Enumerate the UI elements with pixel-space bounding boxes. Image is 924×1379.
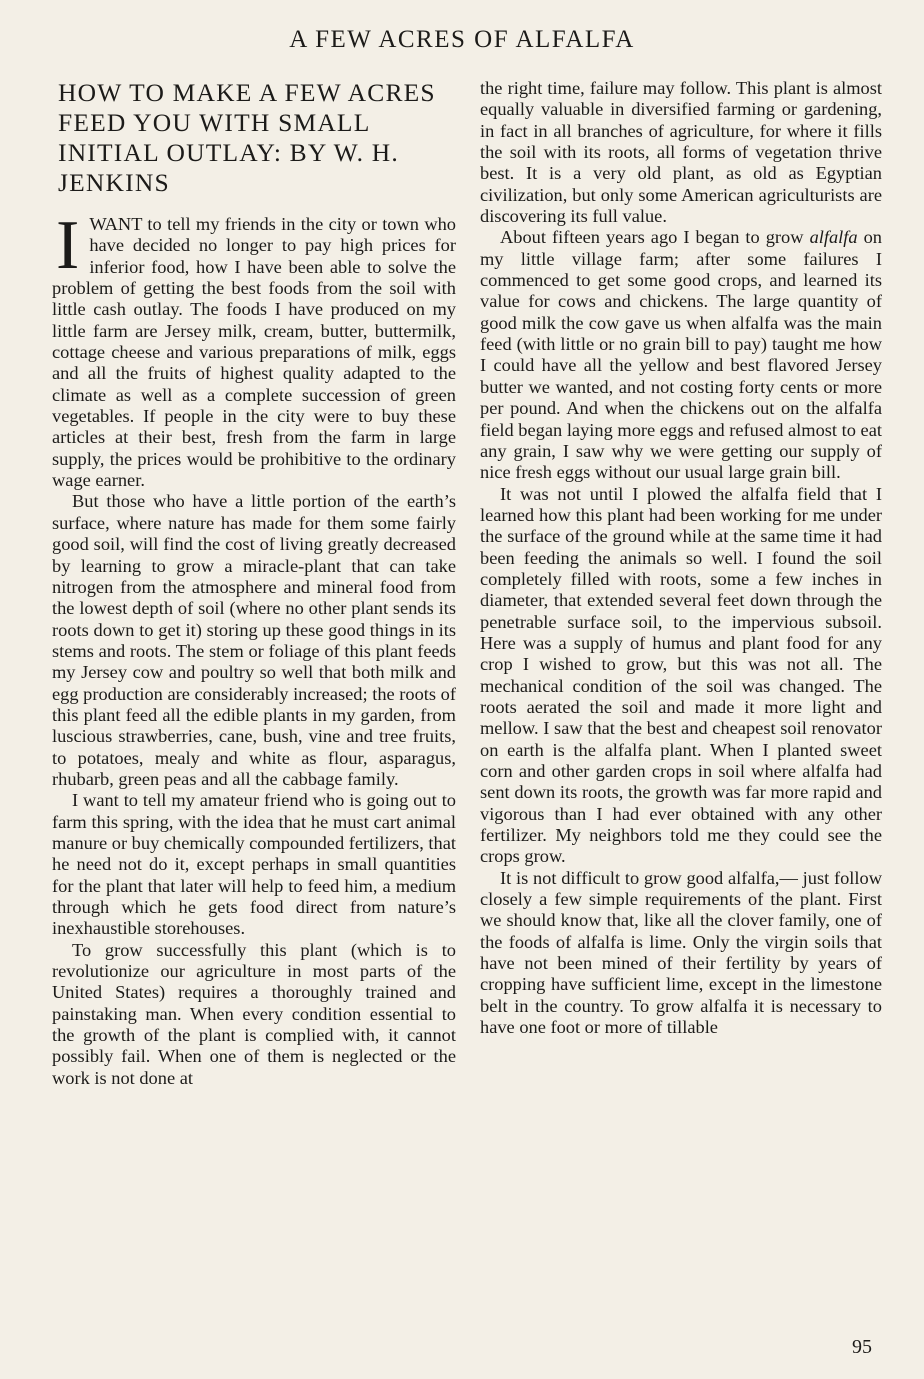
alfalfa-italic: alfalfa	[809, 227, 858, 248]
paragraph-7: It was not until I plowed the alfalfa field that I learned how this plant had been working for me under the surface of the ground while at the same time it had been feeding the animals so well. I found the soil completely filled with roots, some a few inches in diameter, that extended several feet down through the penetrable surface soil, to the impervious subsoil. Here was a supply of humus and plant food for any crop I wished to grow, but this was not all. The mechanical condition of the soil was changed. The roots aerated the soil and made it more light and mellow. I saw that the best and cheapest soil renovator on earth is the alfalfa plant. When I planted sweet corn and other garden crops in soil where alfalfa had sent down its roots, the growth was far more rapid and vigorous than I had ever obtained with any other fertilizer. My neighbors told me they could see the crops grow.	[480, 483, 882, 867]
page-number: 95	[852, 1336, 872, 1358]
paragraph-5: the right time, failure may follow. This plant is almost equally valuable in diversified farming or gardening, in fact in all branches of agriculture, for where it fills the soil with its roots, all forms of vegetation thrive best. It is a very old plant, as old as Egyptian civilization, but only some American agriculturists are discovering its full value.	[480, 78, 882, 227]
right-column	[480, 78, 882, 1038]
article-title: HOW TO MAKE A FEW ACRES FEED YOU WITH SMALL INITIAL OUTLAY: BY W. H. JENKINS	[58, 78, 436, 197]
paragraph-1-text: WANT to tell my friends in the city or town who have decided no longer to pay high prices for inferior food, how I have been able to solve the problem of getting the best foods from the soil with little cash outlay. The foods I have produced on my little farm are Jersey milk, cream, butter, buttermilk, cottage cheese and various preparations of milk, eggs and all the fruits of highest quality adapted to the climate as well as a complete succession of green vegetables. If people in the city were to buy these articles at their best, fresh from the farm in large supply, the prices would be prohibitive to the ordinary wage earner.	[52, 214, 456, 491]
paragraph-3: I want to tell my amateur friend who is going out to farm this spring, with the idea that he must cart animal manure or buy chemically compounded fertilizers, that he need not do it, except perhaps in small quantities for the plant that later will help to feed him, a medium through which he gets food direct from nature’s inexhaustible storehouses.	[52, 790, 456, 939]
paragraph-1	[52, 207, 456, 491]
running-head: A FEW ACRES OF ALFALFA	[289, 26, 635, 53]
paragraph-6-start: About fifteen years ago I began to grow	[500, 227, 804, 248]
paragraph-6-rest: on my little village farm; after some failures I commenced to get some good crops, and learned its value for cows and chickens. The large quantity of good milk the cow gave us when alfalfa was the main feed (with little or no grain bill to pay) taught me how I could have all the yellow and best flavored Jersey butter we wanted, and not costing forty cents or more per pound. And when the chickens out on the alfalfa field began laying more eggs and refused almost to eat any grain, I saw why we were getting our supply of nice fresh eggs without our usual large grain bill.	[480, 227, 882, 483]
left-column	[52, 78, 456, 1089]
paragraph-2: But those who have a little portion of the earth’s surface, where nature has made for them some fairly good soil, will find the cost of living greatly decreased by learning to grow a miracle-plant that can take nitrogen from the atmosphere and mineral food from the lowest depth of soil (where no other plant sends its roots down to get it) storing up these good things in its stems and roots. The stem or foliage of this plant feeds my Jersey cow and poultry so well that both milk and egg production are considerably increased; the roots of this plant feed all the edible plants in my garden, from luscious strawberries, cane, bush, vine and tree fruits, to potatoes, mealy and white as flour, asparagus, rhubarb, green peas and all the cabbage family.	[52, 491, 456, 789]
paragraph-8: It is not difficult to grow good alfalfa,— just follow closely a few simple requirements of the plant. First we should know that, like all the clover family, one of the foods of alfalfa is lime. Only the virgin soils that have not been mined of their fertility by years of cropping have sufficient lime, except in the limestone belt in the country. To grow alfalfa it is necessary to have one foot or more of tillable	[480, 867, 882, 1038]
drop-cap: I	[56, 207, 80, 284]
paragraph-4: To grow successfully this plant (which is to revolutionize our agriculture in most parts of the United States) requires a thoroughly trained and painstaking man. When every condition essential to the growth of the plant is complied with, it cannot possibly fail. When one of them is neglected or the work is not done at	[52, 939, 456, 1088]
paragraph-6	[480, 227, 882, 483]
